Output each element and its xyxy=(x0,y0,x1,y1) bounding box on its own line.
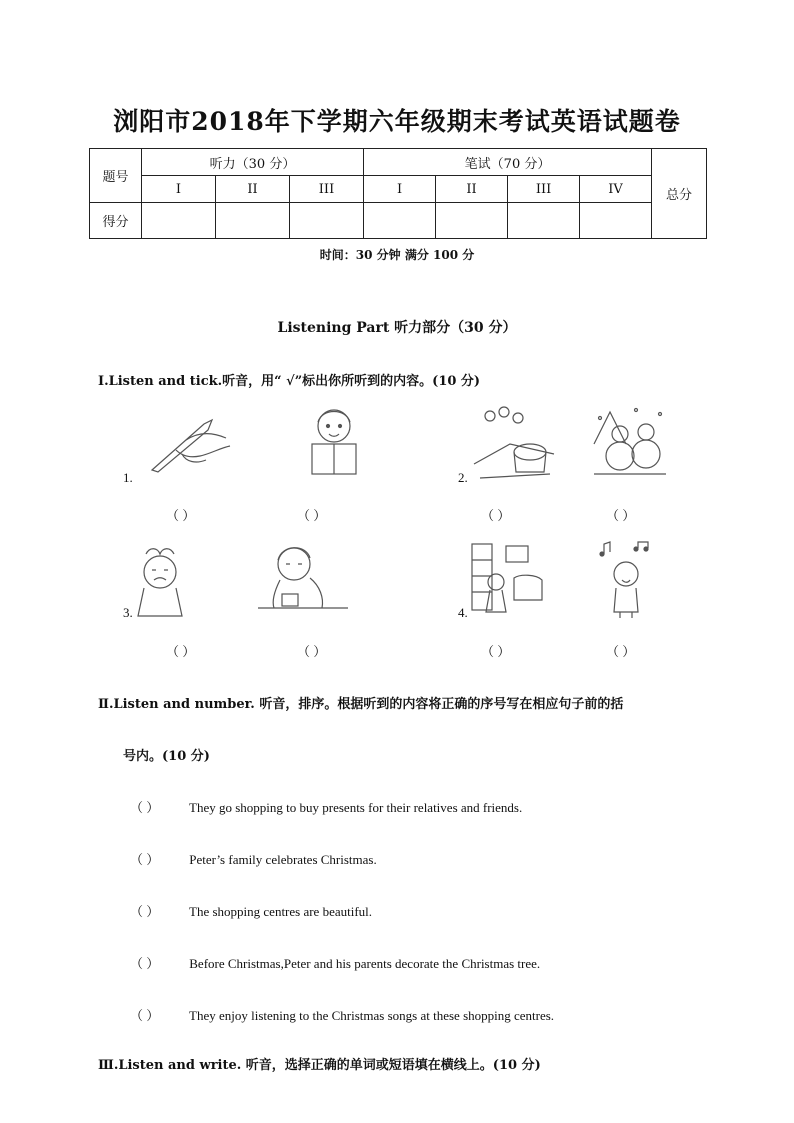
score-table xyxy=(89,148,707,239)
answer-paren[interactable]: （ ） xyxy=(481,508,511,523)
writing-col: IV xyxy=(580,176,652,203)
answer-paren[interactable]: （ ） xyxy=(130,800,160,815)
score-cell[interactable] xyxy=(508,203,580,239)
answer-paren[interactable]: （ ） xyxy=(297,644,327,659)
sentence-text: They go shopping to buy presents for their relatives and friends. xyxy=(189,800,523,815)
score-cell[interactable] xyxy=(436,203,508,239)
answer-paren[interactable]: （ ） xyxy=(130,1008,160,1023)
girl-in-room-picture xyxy=(470,540,546,620)
item-number: 3. xyxy=(123,605,133,620)
score-cell[interactable] xyxy=(142,203,216,239)
sentence-text: Before Christmas,Peter and his parents decorate the Christmas tree. xyxy=(189,956,541,971)
boy-reading-picture xyxy=(304,404,364,480)
listening-col: II xyxy=(216,176,290,203)
item-number: 1. xyxy=(123,470,133,485)
sentence-row xyxy=(130,849,377,868)
sentence-row xyxy=(130,797,522,816)
page-title: 浏阳市2018年下学期六年级期末考试英语试题卷 xyxy=(113,107,681,136)
answer-paren[interactable]: （ ） xyxy=(606,644,636,659)
total-label: 总分 xyxy=(652,149,707,239)
writing-col: III xyxy=(508,176,580,203)
score-label: 得分 xyxy=(90,203,142,239)
writing-label: 笔试（70 分） xyxy=(364,149,652,176)
singing-boy-picture xyxy=(598,540,654,620)
snowmen-picture xyxy=(590,404,670,480)
part-title: Listening Part 听力部分（30 分） xyxy=(277,320,517,336)
answer-paren[interactable]: （ ） xyxy=(297,508,327,523)
harvest-picture xyxy=(470,404,556,484)
sentence-row xyxy=(130,901,372,920)
answer-paren[interactable]: （ ） xyxy=(606,508,636,523)
writing-hand-picture xyxy=(146,410,232,474)
writing-col: II xyxy=(436,176,508,203)
listening-label: 听力（30 分） xyxy=(142,149,364,176)
header-label: 题号 xyxy=(90,149,142,203)
answer-paren[interactable]: （ ） xyxy=(130,956,160,971)
listening-col: I xyxy=(142,176,216,203)
listening-col: III xyxy=(290,176,364,203)
score-cell[interactable] xyxy=(216,203,290,239)
score-cell[interactable] xyxy=(290,203,364,239)
crying-girl-picture xyxy=(128,544,192,620)
section3-heading: Ⅲ.Listen and write. 听音，选择正确的单词或短语填在横线上。(10 分) xyxy=(98,1058,541,1073)
answer-paren[interactable]: （ ） xyxy=(130,852,160,867)
time-info: 时间：30 分钟 满分 100 分 xyxy=(319,248,475,262)
sentence-text: They enjoy listening to the Christmas songs at these shopping centres. xyxy=(189,1008,555,1023)
sentence-text: Peter’s family celebrates Christmas. xyxy=(189,852,377,867)
section2-heading: Ⅱ.Listen and number. 听音，排序。根据听到的内容将正确的序号写在相应句子前的括 xyxy=(98,697,624,712)
section1-heading: Ⅰ.Listen and tick.听音，用“ √”标出你所听到的内容。(10 分) xyxy=(98,374,481,389)
score-cell[interactable] xyxy=(364,203,436,239)
sentence-text: The shopping centres are beautiful. xyxy=(189,904,373,919)
item-number: 4. xyxy=(458,605,468,620)
section2-heading-cont: 号内。(10 分) xyxy=(123,749,210,764)
score-cell[interactable] xyxy=(580,203,652,239)
answer-paren[interactable]: （ ） xyxy=(130,904,160,919)
answer-paren[interactable]: （ ） xyxy=(166,644,196,659)
sentence-row xyxy=(130,1005,554,1024)
item-number: 2. xyxy=(458,470,468,485)
sentence-row xyxy=(130,953,540,972)
answer-paren[interactable]: （ ） xyxy=(166,508,196,523)
answer-paren[interactable]: （ ） xyxy=(481,644,511,659)
sick-boy-picture xyxy=(256,542,350,612)
writing-col: I xyxy=(364,176,436,203)
